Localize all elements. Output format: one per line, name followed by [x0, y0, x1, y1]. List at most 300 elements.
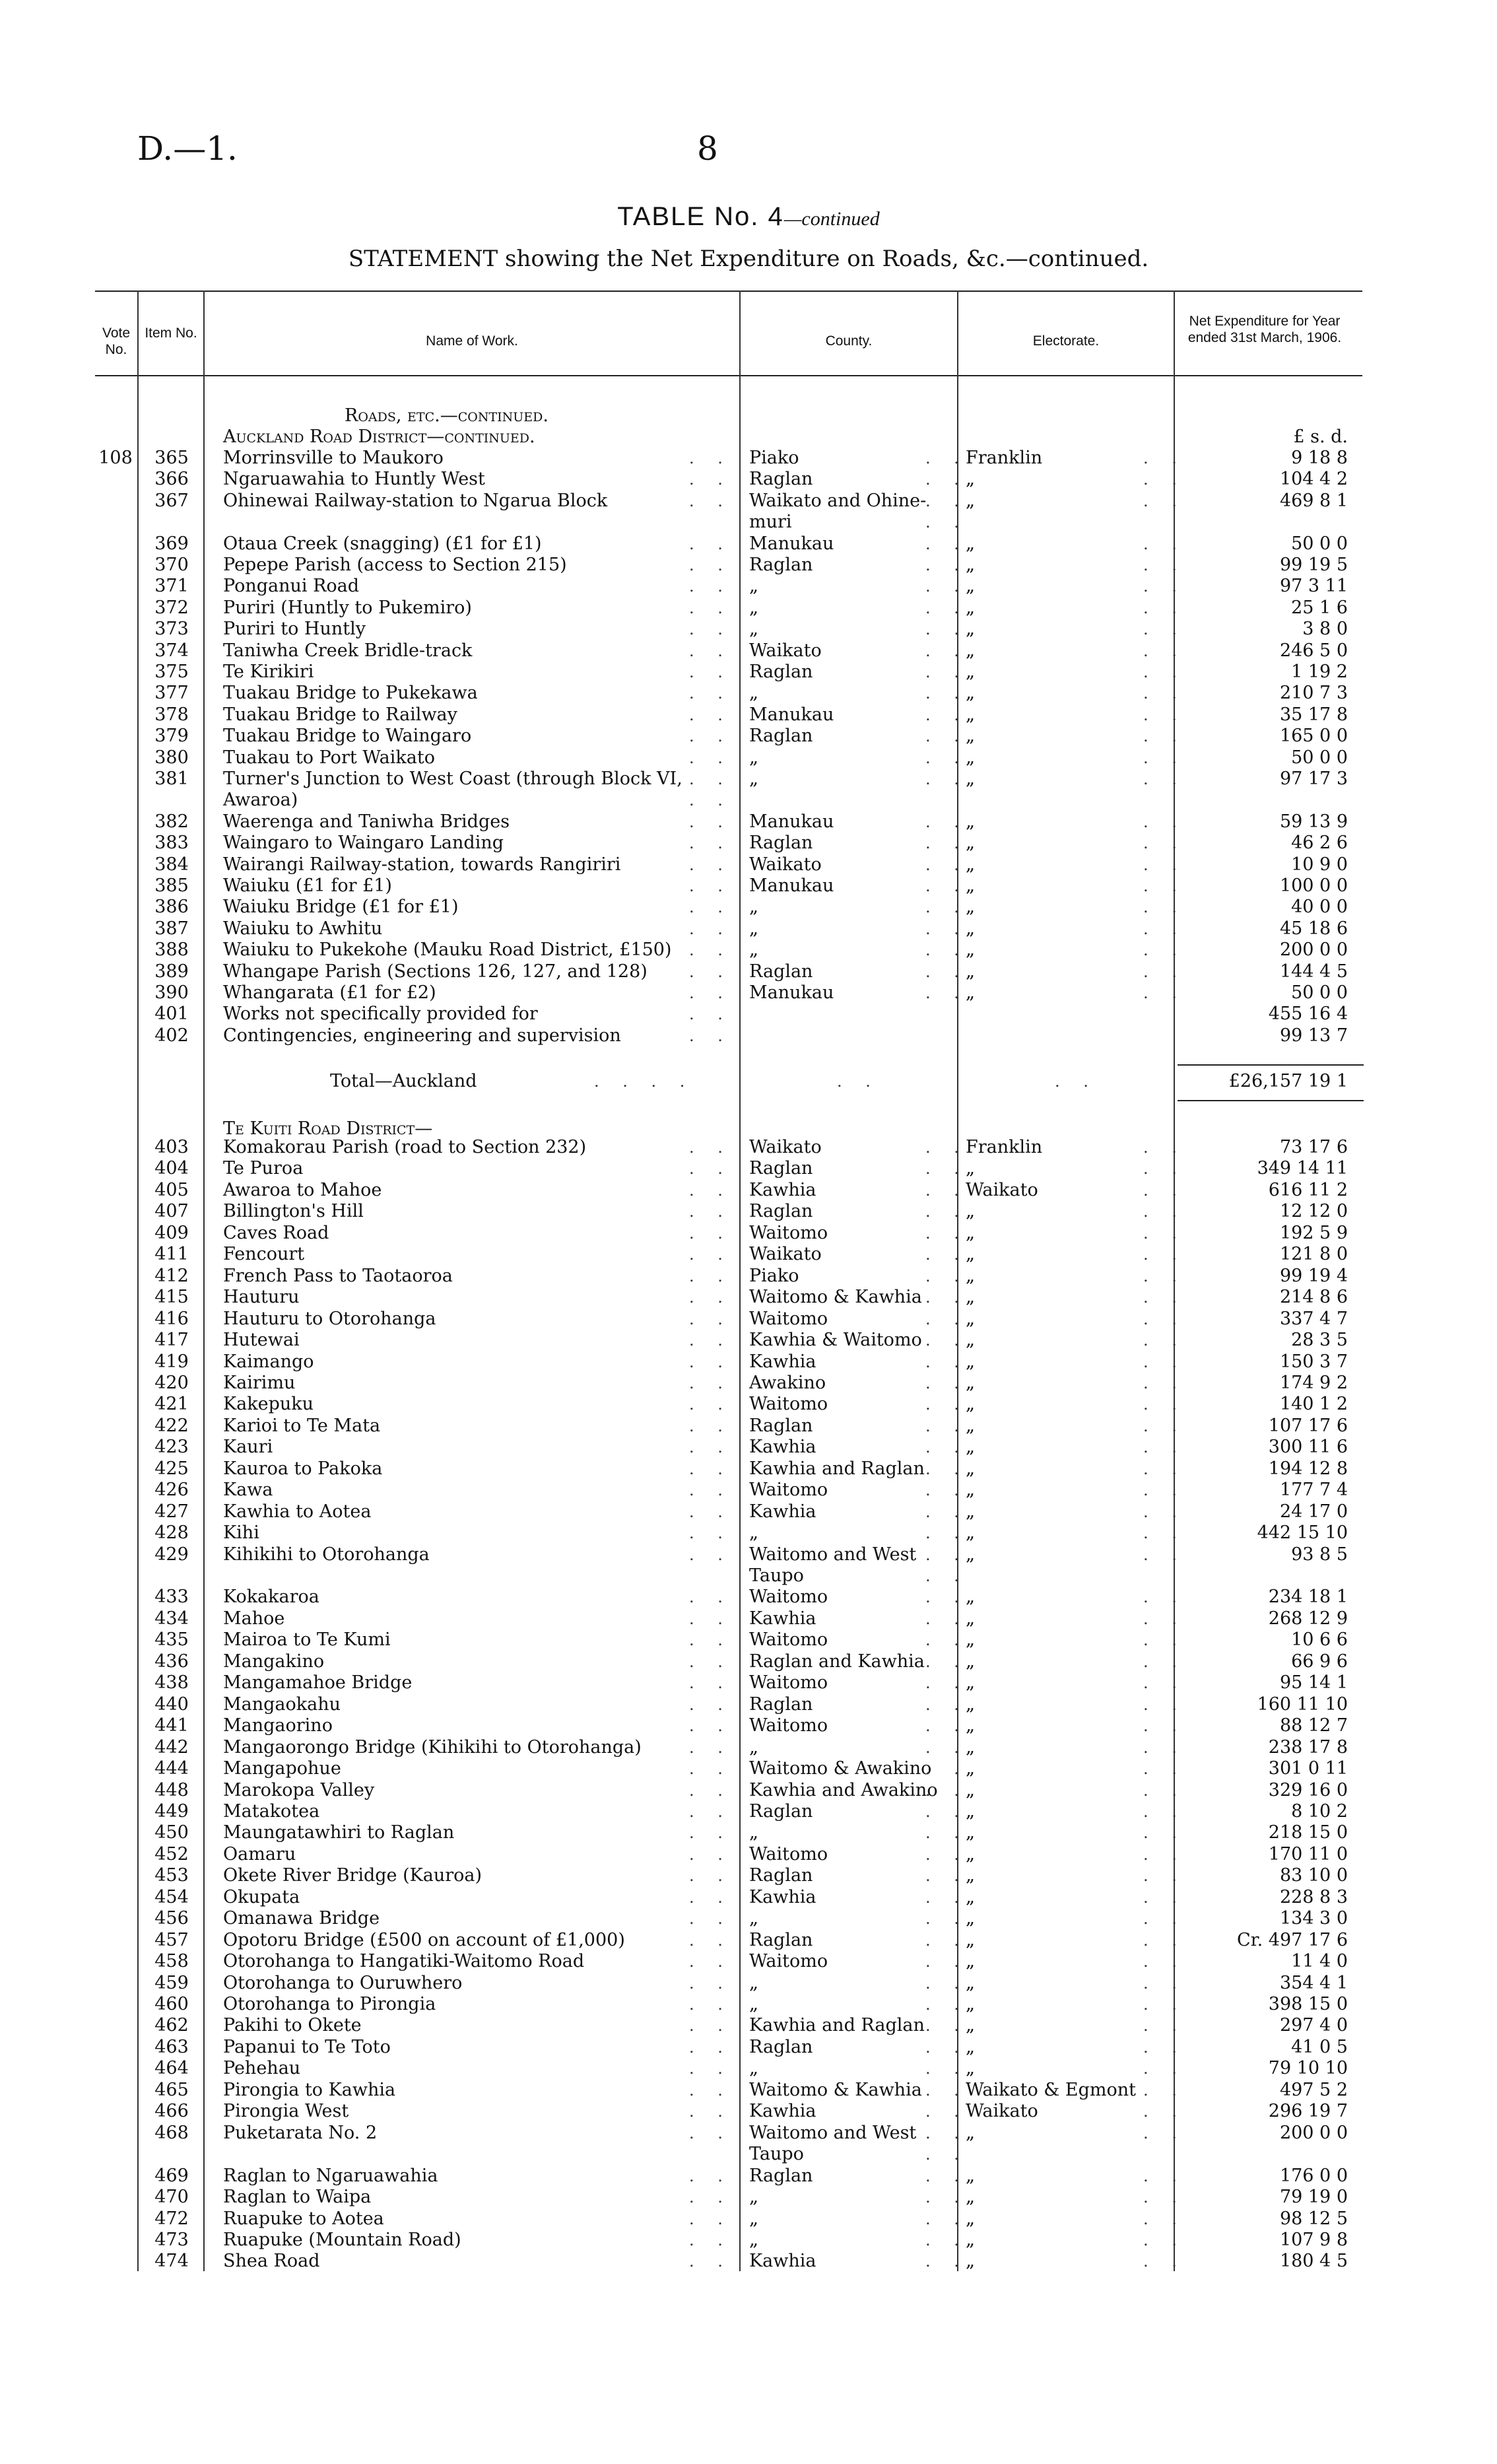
- electorate: „: [966, 1501, 975, 1522]
- leader-dots: . .: [689, 727, 732, 746]
- county: Manukau: [749, 875, 834, 896]
- item-number: 473: [154, 2229, 189, 2250]
- work-name: Otorohanga to Hangatiki-Waitomo Road: [223, 1951, 585, 1972]
- table-row: [0, 2144, 1497, 2165]
- work-name: Te Puroa: [223, 1158, 304, 1179]
- table-row: [0, 1930, 1497, 1951]
- leader-dots: . .: [1143, 962, 1186, 981]
- work-name: Waiuku to Awhitu: [223, 918, 383, 939]
- leader-dots: . .: [1143, 1223, 1186, 1243]
- item-number: 404: [154, 1158, 189, 1179]
- electorate: „: [966, 940, 975, 961]
- leader-dots: . .: [1143, 1866, 1186, 1886]
- leader-dots: . .: [689, 1545, 732, 1564]
- leader-dots: . .: [1143, 812, 1186, 831]
- electorate: „: [966, 833, 975, 854]
- item-number: 440: [154, 1694, 189, 1715]
- leader-dots: . .: [925, 1888, 968, 1907]
- leader-dots: . .: [689, 1973, 732, 1993]
- table-row: [0, 726, 1497, 747]
- leader-dots: . .: [925, 1567, 968, 1585]
- leader-dots: . .: [689, 1995, 732, 2014]
- leader-dots: . .: [689, 1631, 732, 1650]
- leader-dots: . .: [1143, 1631, 1186, 1650]
- leader-dots: . .: [925, 770, 968, 788]
- county: „: [749, 747, 758, 768]
- leader-dots: . .: [925, 748, 968, 767]
- document-reference: D.—1.: [137, 129, 238, 168]
- work-name: Morrinsville to Maukoro: [223, 448, 444, 468]
- leader-dots: . .: [925, 1288, 968, 1307]
- table-row: [0, 1352, 1497, 1373]
- county: Waitomo: [749, 1951, 828, 1972]
- net-expenditure: 234 18 1: [1268, 1587, 1348, 1608]
- leader-dots: . .: [1143, 919, 1186, 938]
- leader-dots: . .: [689, 748, 732, 767]
- leader-dots: . .: [925, 2080, 968, 2100]
- electorate: „: [966, 1994, 975, 2014]
- col-header-electorate: Electorate.: [1032, 333, 1100, 349]
- table-row: [0, 1501, 1497, 1523]
- leader-dots: . .: [689, 2102, 732, 2121]
- item-number: 456: [154, 1908, 189, 1929]
- work-name: Karioi to Te Mata: [223, 1415, 381, 1436]
- net-expenditure: 144 4 5: [1279, 961, 1348, 982]
- leader-dots: . .: [689, 1309, 732, 1328]
- leader-dots: . .: [925, 2252, 968, 2271]
- net-expenditure: 337 4 7: [1279, 1308, 1348, 1329]
- leader-dots: . .: [925, 470, 968, 489]
- electorate: „: [966, 1865, 975, 1886]
- leader-dots: . .: [1143, 620, 1186, 639]
- electorate: „: [966, 2122, 975, 2143]
- work-name: Papanui to Te Toto: [223, 2036, 391, 2057]
- work-name: Ponganui Road: [223, 576, 360, 597]
- leader-dots: . .: [689, 855, 732, 874]
- county: Raglan: [749, 726, 813, 747]
- leader-dots: . .: [925, 2037, 968, 2057]
- county: Waikato: [749, 854, 822, 875]
- table-row: [0, 747, 1497, 769]
- leader-dots: . .: [1143, 2080, 1186, 2100]
- net-expenditure: 246 5 0: [1279, 640, 1348, 661]
- county: „: [749, 1523, 758, 1544]
- table-row: [0, 555, 1497, 576]
- item-number: 386: [154, 897, 189, 918]
- electorate: „: [966, 490, 975, 511]
- county: Kawhia: [749, 1886, 816, 1907]
- item-number: 463: [154, 2036, 189, 2057]
- county: „: [749, 619, 758, 640]
- leader-dots: . .: [689, 2230, 732, 2249]
- table-row: [0, 2015, 1497, 2036]
- leader-dots: . .: [1143, 684, 1186, 703]
- table-row: [0, 1437, 1497, 1458]
- net-expenditure: Cr. 497 17 6: [1237, 1929, 1348, 1950]
- electorate: „: [966, 982, 975, 1003]
- net-expenditure: 176 0 0: [1279, 2165, 1348, 2186]
- work-name: Kawa: [223, 1480, 273, 1501]
- item-number: 435: [154, 1629, 189, 1651]
- work-name: Works not specifically provided for: [223, 1004, 538, 1025]
- item-number: 401: [154, 1004, 189, 1025]
- county: „: [749, 918, 758, 939]
- leader-dots: . .: [925, 2059, 968, 2078]
- item-number: 416: [154, 1308, 189, 1329]
- work-name: Kihikihi to Otorohanga: [223, 1544, 430, 1565]
- item-number: 428: [154, 1523, 189, 1544]
- item-number: 434: [154, 1608, 189, 1629]
- work-name: Ohinewai Railway-station to Ngarua Block: [223, 490, 608, 511]
- table-row: [0, 1458, 1497, 1480]
- county: Raglan: [749, 1800, 813, 1822]
- leader-dots: . .: [689, 1717, 732, 1736]
- leader-dots: . .: [689, 1674, 732, 1693]
- item-number: 450: [154, 1822, 189, 1843]
- leader-dots: . .: [689, 1695, 732, 1714]
- leader-dots: . .: [925, 1181, 968, 1200]
- county: Raglan: [749, 961, 813, 982]
- leader-dots: . .: [1143, 1652, 1186, 1671]
- work-name: Mangamahoe Bridge: [223, 1672, 413, 1694]
- work-name: Kokakaroa: [223, 1587, 319, 1608]
- leader-dots: . .: [925, 1202, 968, 1221]
- item-number: 441: [154, 1715, 189, 1736]
- leader-dots: . .: [689, 1459, 732, 1478]
- leader-dots: . .: [1143, 1416, 1186, 1435]
- table-row: [0, 491, 1497, 512]
- leader-dots: . .: [925, 1931, 968, 1950]
- leader-dots: . .: [689, 941, 732, 960]
- leader-dots: . .: [925, 1352, 968, 1371]
- leader-dots: . .: [689, 705, 732, 724]
- electorate: „: [966, 1480, 975, 1501]
- net-expenditure: 66 9 6: [1291, 1651, 1348, 1672]
- leader-dots: . .: [1143, 1288, 1186, 1307]
- leader-dots: . .: [925, 513, 968, 532]
- district-heading-auckland: Auckland Road District—continued.: [223, 427, 535, 447]
- work-name: Omanawa Bridge: [223, 1908, 380, 1929]
- net-expenditure: 160 11 10: [1257, 1694, 1348, 1715]
- county: „: [749, 940, 758, 961]
- work-name: Otorohanga to Pirongia: [223, 1994, 436, 2014]
- electorate: Waikato & Egmont: [966, 2079, 1136, 2100]
- leader-dots: . .: [1143, 898, 1186, 917]
- work-name: Turner's Junction to West Coast (through Block VI,: [223, 769, 682, 789]
- leader-dots: . .: [689, 877, 732, 895]
- leader-dots: . .: [1143, 663, 1186, 681]
- leader-dots: . .: [925, 1459, 968, 1478]
- leader-dots: . .: [689, 1866, 732, 1886]
- leader-dots: . .: [1143, 534, 1186, 553]
- leader-dots: . .: [689, 641, 732, 660]
- county: Raglan: [749, 555, 813, 575]
- net-expenditure: 97 17 3: [1279, 769, 1348, 789]
- county: „: [749, 2229, 758, 2250]
- leader-dots: . .: [925, 1245, 968, 1264]
- table-row: [0, 1973, 1497, 1994]
- net-expenditure: 10 6 6: [1291, 1629, 1348, 1651]
- table-row: [0, 1758, 1497, 1779]
- leader-dots: . .: [925, 2123, 968, 2142]
- electorate: „: [966, 2229, 975, 2250]
- leader-dots: . .: [689, 2037, 732, 2057]
- leader-dots: . .: [925, 2188, 968, 2207]
- net-expenditure: 104 4 2: [1279, 469, 1348, 490]
- item-number: 474: [154, 2251, 189, 2272]
- net-expenditure: 121 8 0: [1279, 1244, 1348, 1265]
- county: „: [749, 1972, 758, 1993]
- net-expenditure: 354 4 1: [1279, 1972, 1348, 1993]
- net-expenditure: 140 1 2: [1279, 1394, 1348, 1415]
- table-row: [0, 1416, 1497, 1437]
- leader-dots: . .: [1143, 641, 1186, 660]
- table-row: [0, 598, 1497, 619]
- net-expenditure: 349 14 11: [1257, 1158, 1348, 1179]
- work-name: Oamaru: [223, 1843, 296, 1865]
- item-number: 383: [154, 833, 189, 854]
- work-name: Ruapuke to Aotea: [223, 2208, 384, 2229]
- leader-dots: . .: [689, 1373, 732, 1392]
- electorate: „: [966, 1672, 975, 1694]
- electorate: „: [966, 1544, 975, 1565]
- col-header-amount: Net Expenditure for Year ended 31st March, 1906.: [1187, 314, 1342, 345]
- work-name: Raglan to Waipa: [223, 2187, 372, 2208]
- electorate: „: [966, 1222, 975, 1243]
- county: Piako: [749, 1265, 799, 1286]
- item-number: 403: [154, 1137, 189, 1157]
- leader-dots: . .: [925, 1631, 968, 1650]
- county: Raglan: [749, 2036, 813, 2057]
- leader-dots: . .: [925, 641, 968, 660]
- county: Manukau: [749, 704, 834, 725]
- county: Raglan: [749, 1694, 813, 1715]
- county: Raglan: [749, 833, 813, 854]
- leader-dots: . .: [689, 812, 732, 831]
- county: Waitomo: [749, 1672, 828, 1694]
- table-row: [0, 1266, 1497, 1287]
- table-row: [0, 940, 1497, 961]
- total-amount-box: [1178, 1064, 1364, 1101]
- item-number: 388: [154, 940, 189, 961]
- work-name: Pehehau: [223, 2058, 301, 2079]
- work-name: Waerenga and Taniwha Bridges: [223, 811, 510, 832]
- county: Waitomo: [749, 1629, 828, 1651]
- electorate: „: [966, 1886, 975, 1907]
- total-amount: £26,157 19 1: [1228, 1071, 1348, 1091]
- leader-dots: . .: [689, 534, 732, 553]
- leader-dots: . .: [689, 1331, 732, 1350]
- work-name: Mangaokahu: [223, 1694, 341, 1715]
- leader-dots: . .: [925, 834, 968, 853]
- leader-dots: . .: [925, 1717, 968, 1736]
- county: Piako: [749, 448, 799, 468]
- item-number: 469: [154, 2165, 189, 2186]
- leader-dots: . .: [1143, 1995, 1186, 2014]
- electorate: „: [966, 1651, 975, 1672]
- table-row: [0, 1908, 1497, 1929]
- table-row: [0, 1523, 1497, 1544]
- leader-dots: . .: [1143, 1824, 1186, 1843]
- county: Waitomo: [749, 1308, 828, 1329]
- leader-dots: . .: [925, 1545, 968, 1564]
- leader-dots: . .: [925, 1760, 968, 1779]
- work-name: Matakotea: [223, 1800, 320, 1822]
- net-expenditure: 10 9 0: [1291, 854, 1348, 875]
- work-name: Mairoa to Te Kumi: [223, 1629, 391, 1651]
- table-row: [0, 1715, 1497, 1736]
- leader-dots: . .: [1143, 705, 1186, 724]
- item-number: 385: [154, 875, 189, 896]
- leader-dots: . .: [689, 1138, 732, 1157]
- leader-dots: . .: [1143, 1845, 1186, 1864]
- leader-dots: . .: [925, 1416, 968, 1435]
- leader-dots: . .: [925, 1223, 968, 1243]
- leader-dots: . .: [925, 1695, 968, 1714]
- leader-dots: . .: [689, 1438, 732, 1457]
- table-row: [0, 1801, 1497, 1822]
- item-number: 421: [154, 1394, 189, 1415]
- net-expenditure: 107 9 8: [1279, 2229, 1348, 2250]
- table-title-main: TABLE No. 4: [617, 202, 784, 231]
- work-name: Tuakau Bridge to Railway: [223, 704, 457, 725]
- table-row: [0, 683, 1497, 704]
- leader-dots: . .: [1143, 2188, 1186, 2207]
- item-number: 387: [154, 918, 189, 939]
- leader-dots: . .: [1143, 1588, 1186, 1607]
- electorate: „: [966, 1629, 975, 1651]
- leader-dots: . .: [689, 791, 732, 810]
- work-name: Kaimango: [223, 1351, 314, 1372]
- table-row: [0, 982, 1497, 1004]
- county: „: [749, 897, 758, 918]
- work-name: Kauri: [223, 1437, 273, 1458]
- electorate: Waikato: [966, 2101, 1038, 2122]
- county: Kawhia: [749, 1608, 816, 1629]
- net-expenditure: 88 12 7: [1279, 1715, 1348, 1736]
- county: Kawhia: [749, 1501, 816, 1522]
- work-name: Waiuku to Pukekohe (Mauku Road District, £150): [223, 940, 672, 961]
- table-title: [0, 202, 1497, 232]
- item-number: 438: [154, 1672, 189, 1694]
- leader-dots: . .: [689, 2252, 732, 2271]
- table-row: [0, 512, 1497, 533]
- leader-dots: . .: [925, 620, 968, 639]
- electorate: „: [966, 1158, 975, 1179]
- leader-dots: . .: [689, 770, 732, 788]
- work-name: Komakorau Parish (road to Section 232): [223, 1137, 587, 1157]
- work-name: Tuakau Bridge to Waingaro: [223, 726, 472, 747]
- electorate: „: [966, 1372, 975, 1393]
- leader-dots: . .: [1143, 855, 1186, 874]
- leader-dots: . .: [1143, 1309, 1186, 1328]
- table-row: [0, 833, 1497, 854]
- table-row: [0, 918, 1497, 940]
- item-number: 419: [154, 1351, 189, 1372]
- work-name: Mangakino: [223, 1651, 325, 1672]
- leader-dots: . .: [925, 1438, 968, 1457]
- table-row: [0, 790, 1497, 811]
- net-expenditure: 12 12 0: [1279, 1201, 1348, 1222]
- district-heading-row: [0, 427, 1497, 448]
- leader-dots: . .: [1143, 1331, 1186, 1350]
- leader-dots: . .: [689, 1352, 732, 1371]
- table-subtitle: STATEMENT showing the Net Expenditure on Roads, &c.—continued.: [348, 246, 1149, 272]
- item-number: 372: [154, 597, 189, 618]
- work-name: Mangapohue: [223, 1758, 341, 1779]
- leader-dots: . .: [925, 1481, 968, 1500]
- leader-dots: . .: [689, 1288, 732, 1307]
- leader-dots: . .: [1143, 1481, 1186, 1500]
- county: „: [749, 1822, 758, 1843]
- net-expenditure: 238 17 8: [1268, 1736, 1348, 1758]
- leader-dots: . .: [925, 727, 968, 746]
- electorate: „: [966, 811, 975, 832]
- county: Waitomo: [749, 1843, 828, 1865]
- leader-dots: . .: [1143, 556, 1186, 574]
- electorate: „: [966, 2036, 975, 2057]
- electorate: „: [966, 1822, 975, 1843]
- leader-dots: . .: [925, 1995, 968, 2014]
- leader-dots: . .: [689, 1416, 732, 1435]
- work-name: Waiuku Bridge (£1 for £1): [223, 897, 459, 918]
- county: Kawhia: [749, 1351, 816, 1372]
- leader-dots: . .: [1143, 2166, 1186, 2185]
- leader-dots: . .: [689, 2016, 732, 2036]
- net-expenditure: 79 19 0: [1279, 2187, 1348, 2208]
- net-expenditure: 174 9 2: [1279, 1372, 1348, 1393]
- item-number: 429: [154, 1544, 189, 1565]
- leader-dots: . .: [1143, 1438, 1186, 1457]
- county: „: [749, 1994, 758, 2014]
- leader-dots: . .: [689, 1781, 732, 1800]
- electorate: „: [966, 555, 975, 575]
- leader-dots: . .: [689, 984, 732, 1002]
- net-expenditure: 150 3 7: [1279, 1351, 1348, 1372]
- leader-dots: . .: [925, 877, 968, 895]
- table-row: [0, 2123, 1497, 2144]
- item-number: 457: [154, 1929, 189, 1950]
- county: Waitomo & Awakino: [749, 1758, 932, 1779]
- leader-dots: . .: [925, 1524, 968, 1543]
- table-row: [0, 1629, 1497, 1651]
- work-name: Whangarata (£1 for £2): [223, 982, 436, 1003]
- net-expenditure: 469 8 1: [1279, 490, 1348, 511]
- electorate: „: [966, 1715, 975, 1736]
- leader-dots: . .: [1143, 1931, 1186, 1950]
- table-row: [0, 1565, 1497, 1587]
- work-name: Wairangi Railway-station, towards Rangiriri: [223, 854, 621, 875]
- leader-dots: . .: [1143, 2230, 1186, 2249]
- net-expenditure: 455 16 4: [1268, 1004, 1348, 1025]
- item-number: 472: [154, 2208, 189, 2229]
- net-expenditure: 200 0 0: [1279, 2122, 1348, 2143]
- leader-dots: . .: [1143, 1717, 1186, 1736]
- leader-dots: . .: [1143, 834, 1186, 853]
- leader-dots: . .: [1143, 1266, 1186, 1285]
- item-number: 384: [154, 854, 189, 875]
- table-row: [0, 854, 1497, 875]
- net-expenditure: 170 11 0: [1268, 1843, 1348, 1865]
- table-row: [0, 961, 1497, 982]
- electorate: „: [966, 1523, 975, 1544]
- currency-header: £ s. d.: [1293, 427, 1348, 447]
- leader-dots: . .: [689, 1159, 732, 1179]
- work-name: Billington's Hill: [223, 1201, 364, 1222]
- leader-dots: . .: [1143, 984, 1186, 1002]
- work-name: Ngaruawahia to Huntly West: [223, 469, 485, 490]
- county: Waitomo: [749, 1587, 828, 1608]
